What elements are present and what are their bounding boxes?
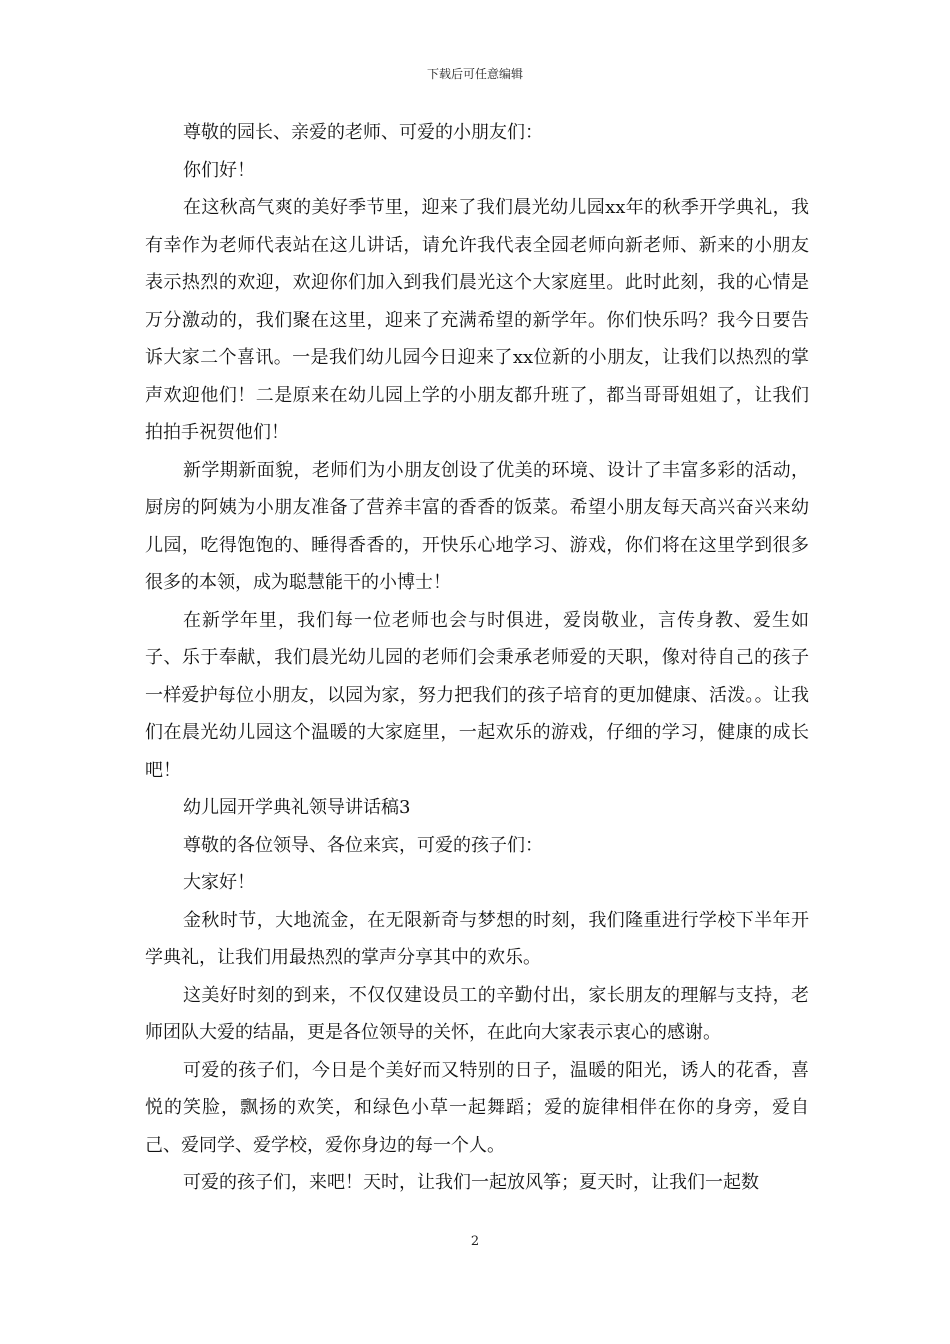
paragraph: 这美好时刻的到来，不仅仅建设员工的辛勤付出，家长朋友的理解与支持，老师团队大爱的结晶，更是各位领导的关怀，在此向大家表示衷心的感谢。 [145, 984, 809, 1043]
page-number: 2 [470, 1234, 480, 1249]
paragraph: 在新学年里，我们每一位老师也会与时俱进，爱岗敬业，言传身教、爱生如子、乐于奉献，我们晨光幼儿园的老师们会秉承老师爱的天职，像对待自己的孩子一样爱护每位小朋友，以园为家，努力把我们的孩子培育的更加健康、活泼。。让我们在晨光幼儿园这个温暖的大家庭里，一起欢乐的游戏，仔细的学习，健康的成长吧！ [145, 609, 809, 781]
paragraph: 可爱的孩子们，来吧！天时，让我们一起放风筝；夏天时，让我们一起数 [183, 1172, 759, 1193]
paragraph: 在这秋高气爽的美好季节里，迎来了我们晨光幼儿园xx年的秋季开学典礼，我有幸作为老师代表站在这儿讲话，请允许我代表全园老师向新老师、新来的小朋友表示热烈的欢迎，欢迎你们加入到我们晨光这个大家庭里。此时此刻，我的心情是万分激动的，我们聚在这里，迎来了充满希望的新学年。你们快乐吗？我今日要告诉大家二个喜讯。一是我们幼儿园今日迎来了xx位新的小朋友，让我们以热烈的掌声欢迎他们！二是原来在幼儿园上学的小朋友都升班了，都当哥哥姐姐了，让我们拍拍手祝贺他们！ [145, 197, 809, 443]
salutation: 尊敬的各位领导、各位来宾，可爱的孩子们： [183, 834, 543, 856]
greeting: 你们好！ [183, 159, 255, 181]
document-body [145, 114, 809, 1202]
salutation: 尊敬的园长、亲爱的老师、可爱的小朋友们： [183, 122, 543, 143]
greeting: 大家好！ [183, 872, 255, 893]
paragraph: 金秋时节，大地流金，在无限新奇与梦想的时刻，我们隆重进行学校下半年开学典礼，让我们用最热烈的掌声分享其中的欢乐。 [145, 909, 809, 968]
paragraph: 可爱的孩子们，今日是个美好而又特别的日子，温暖的阳光，诱人的花香，喜悦的笑脸，飘扬的欢笑，和绿色小草一起舞蹈；爱的旋律相伴在你的身旁，爱自己、爱同学、爱学校，爱你身边的每一个人。 [145, 1059, 809, 1156]
paragraph: 新学期新面貌，老师们为小朋友创设了优美的环境、设计了丰富多彩的活动，厨房的阿姨为小朋友准备了营养丰富的香香的饭菜。希望小朋友每天高兴奋兴来幼儿园，吃得饱饱的、睡得香香的，开快乐心地学习、游戏，你们将在这里学到很多很多的本领，成为聪慧能干的小博士！ [145, 459, 809, 593]
section-title: 幼儿园开学典礼领导讲话稿3 [183, 797, 411, 818]
page-header: 下载后可任意编辑 [426, 67, 523, 81]
